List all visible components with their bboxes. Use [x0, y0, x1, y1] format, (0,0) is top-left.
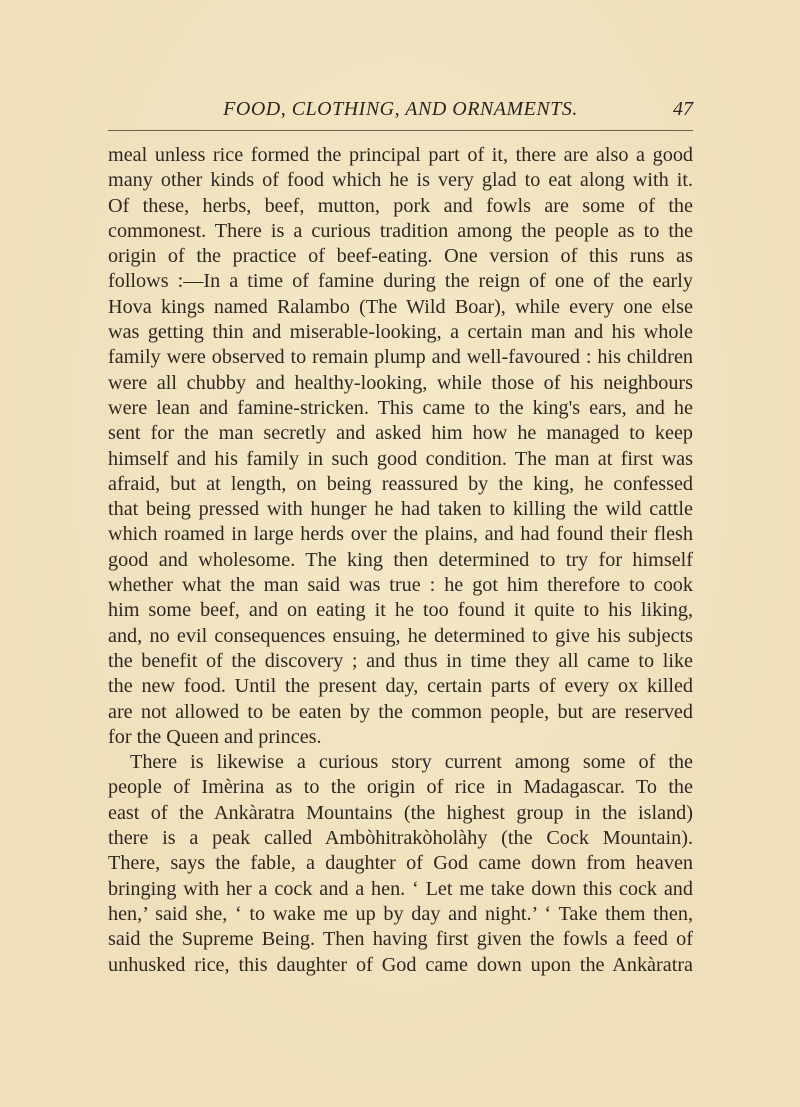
text-line: the benefit of the discovery ; and thus in time they all came to like — [108, 649, 693, 672]
text-line: the new food. Until the present day, certain parts of every ox killed — [108, 675, 693, 698]
text-line: meal unless rice formed the principal part of it, there are also a good — [108, 144, 693, 166]
text-line: which roamed in large herds over the plains, and had found their flesh — [108, 523, 693, 546]
text-line: sent for the man secretly and asked him how he managed to keep — [108, 422, 693, 445]
text-line: were lean and famine-stricken. This came to the king's ears, and he — [108, 396, 693, 419]
body-text — [108, 143, 693, 978]
text-line: family were observed to remain plump and well-favoured : his children — [108, 346, 693, 369]
page-header — [108, 98, 693, 124]
text-line: that being pressed with hunger he had taken to killing the wild cattle — [108, 498, 693, 521]
text-line: Hova kings named Ralambo (The Wild Boar), while every one else — [108, 295, 693, 318]
text-line: himself and his family in such good condition. The man at first was — [108, 447, 693, 470]
text-line: unhusked rice, this daughter of God came down upon the Ankàratra — [108, 953, 693, 976]
text-line: Of these, herbs, beef, mutton, pork and fowls are some of the — [108, 194, 693, 217]
text-line: are not allowed to be eaten by the common people, but are reserved — [108, 700, 693, 723]
text-line: commonest. There is a curious tradition among the people as to the — [108, 219, 693, 242]
text-line: east of the Ankàratra Mountains (the highest group in the island) — [108, 801, 693, 824]
text-line: there is a peak called Ambòhitrakòholàhy (the Cock Mountain). — [108, 827, 693, 850]
text-line: many other kinds of food which he is very glad to eat along with it. — [108, 169, 693, 192]
text-line: afraid, but at length, on being reassured by the king, he confessed — [108, 472, 693, 495]
text-line: bringing with her a cock and a hen. ‘ Let me take down this cock and — [108, 877, 693, 900]
text-line: follows :—In a time of famine during the reign of one of the early — [108, 270, 693, 293]
text-line: was getting thin and miserable-looking, a certain man and his whole — [108, 321, 693, 344]
text-line: said the Supreme Being. Then having first given the fowls a feed of — [108, 928, 693, 951]
text-line: good and wholesome. The king then determined to try for himself — [108, 548, 693, 571]
text-line: for the Queen and princes. — [108, 725, 322, 748]
text-line: people of Imèrina as to the origin of rice in Madagascar. To the — [108, 776, 693, 799]
text-line: There is likewise a curious story current among some of the — [130, 751, 693, 774]
text-line: origin of the practice of beef-eating. One version of this runs as — [108, 245, 693, 268]
running-title: FOOD, CLOTHING, AND ORNAMENTS. — [223, 98, 578, 120]
text-line: him some beef, and on eating it he too found it quite to his liking, — [108, 599, 693, 622]
page-number: 47 — [673, 98, 693, 120]
text-line: whether what the man said was true : he got him therefore to cook — [108, 574, 693, 597]
text-line: hen,’ said she, ‘ to wake me up by day and night.’ ‘ Take them then, — [108, 902, 693, 925]
header-rule — [108, 130, 693, 131]
text-line: There, says the fable, a daughter of God came down from heaven — [108, 852, 693, 875]
text-line: were all chubby and healthy-looking, while those of his neighbours — [108, 371, 693, 394]
text-line: and, no evil consequences ensuing, he determined to give his subjects — [108, 624, 693, 647]
